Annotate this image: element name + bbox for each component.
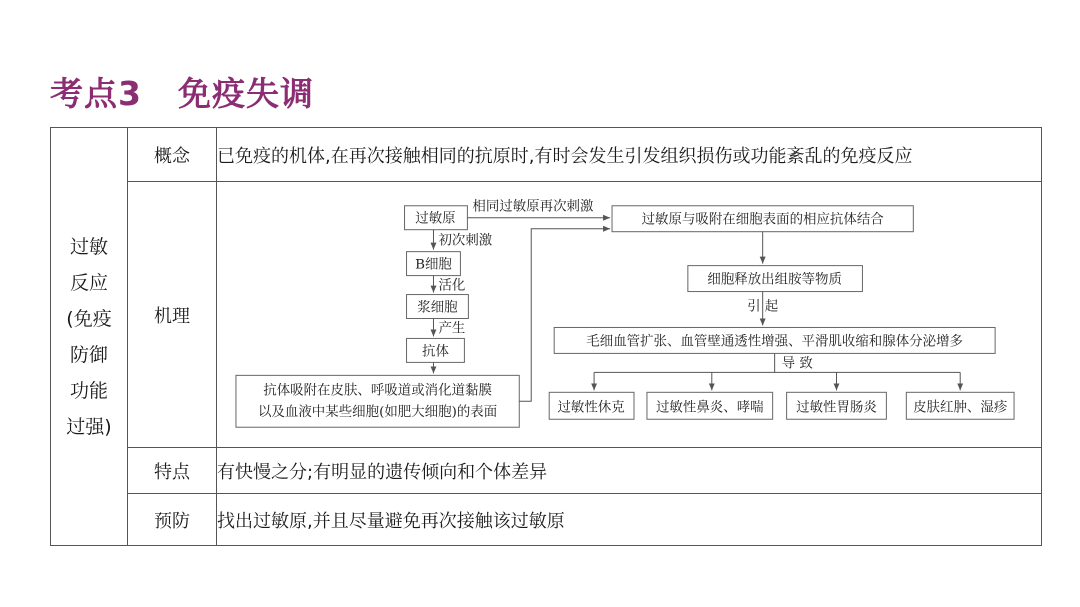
row-label-features: 特点: [128, 448, 217, 494]
concept-text: 已免疫的机体,在再次接触相同的抗原时,有时会发生引发组织损伤或功能紊乱的免疫反应: [217, 128, 1042, 182]
node-skin: 皮肤红肿、湿疹: [913, 400, 1008, 416]
edge-label-cause: 引 起: [747, 299, 779, 315]
row-label-prevention: 预防: [128, 494, 217, 546]
features-text: 有快慢之分;有明显的遗传倾向和个体差异: [217, 448, 1042, 494]
page-title: [50, 68, 314, 115]
node-antibody: 抗体: [422, 344, 449, 360]
edge-label-produce: 产生: [438, 321, 466, 337]
node-effects: 毛细血管扩张、血管壁通透性增强、平滑肌收缩和腺体分泌增多: [586, 334, 963, 350]
edge-label-activation: 活化: [438, 278, 466, 294]
category-line: (免疫: [66, 307, 112, 330]
edge-arrow: [519, 229, 610, 402]
category-cell: [51, 128, 128, 546]
category-line: 过强): [66, 415, 112, 438]
table-row-concept: [51, 128, 1042, 182]
edge-label-re-stimulation: 相同过敏原再次刺激: [472, 199, 594, 215]
node-plasma-cell: 浆细胞: [417, 300, 458, 316]
topic-title: 免疫失调: [177, 74, 314, 113]
content-table: [50, 127, 1042, 546]
topic-number: 考点3: [50, 74, 142, 113]
table-row-prevention: [51, 494, 1042, 546]
category-line: 过敏: [69, 235, 108, 258]
node-b-cell: B细胞: [415, 257, 452, 273]
node-gastro: 过敏性胃肠炎: [796, 400, 877, 416]
table-row-features: [51, 448, 1042, 494]
edge-label-lead-to: 导 致: [781, 356, 813, 372]
node-allergen: 过敏原: [415, 211, 456, 227]
node-adsorbed-line2: 以及血液中某些细胞(如肥大细胞)的表面: [258, 405, 498, 421]
node-binding: 过敏原与吸附在细胞表面的相应抗体结合: [641, 212, 884, 228]
node-rhinitis: 过敏性鼻炎、哮喘: [655, 400, 764, 416]
prevention-text: 找出过敏原,并且尽量避免再次接触该过敏原: [217, 494, 1042, 546]
node-release: 细胞释放出组胺等物质: [707, 272, 842, 288]
node-adsorbed-line1: 抗体吸附在皮肤、呼吸道或消化道黏膜: [263, 383, 492, 399]
row-label-concept: 概念: [128, 128, 217, 182]
node-shock: 过敏性休克: [557, 400, 625, 416]
category-line: 反应: [69, 271, 108, 294]
category-line: 功能: [69, 379, 108, 402]
edge-label-first-stimulation: 初次刺激: [438, 233, 493, 249]
table-row-mechanism: [51, 182, 1042, 448]
row-label-mechanism: 机理: [128, 182, 217, 448]
mechanism-diagram-cell: [217, 182, 1042, 448]
mechanism-flowchart: [217, 182, 1041, 447]
category-line: 防御: [69, 343, 108, 366]
